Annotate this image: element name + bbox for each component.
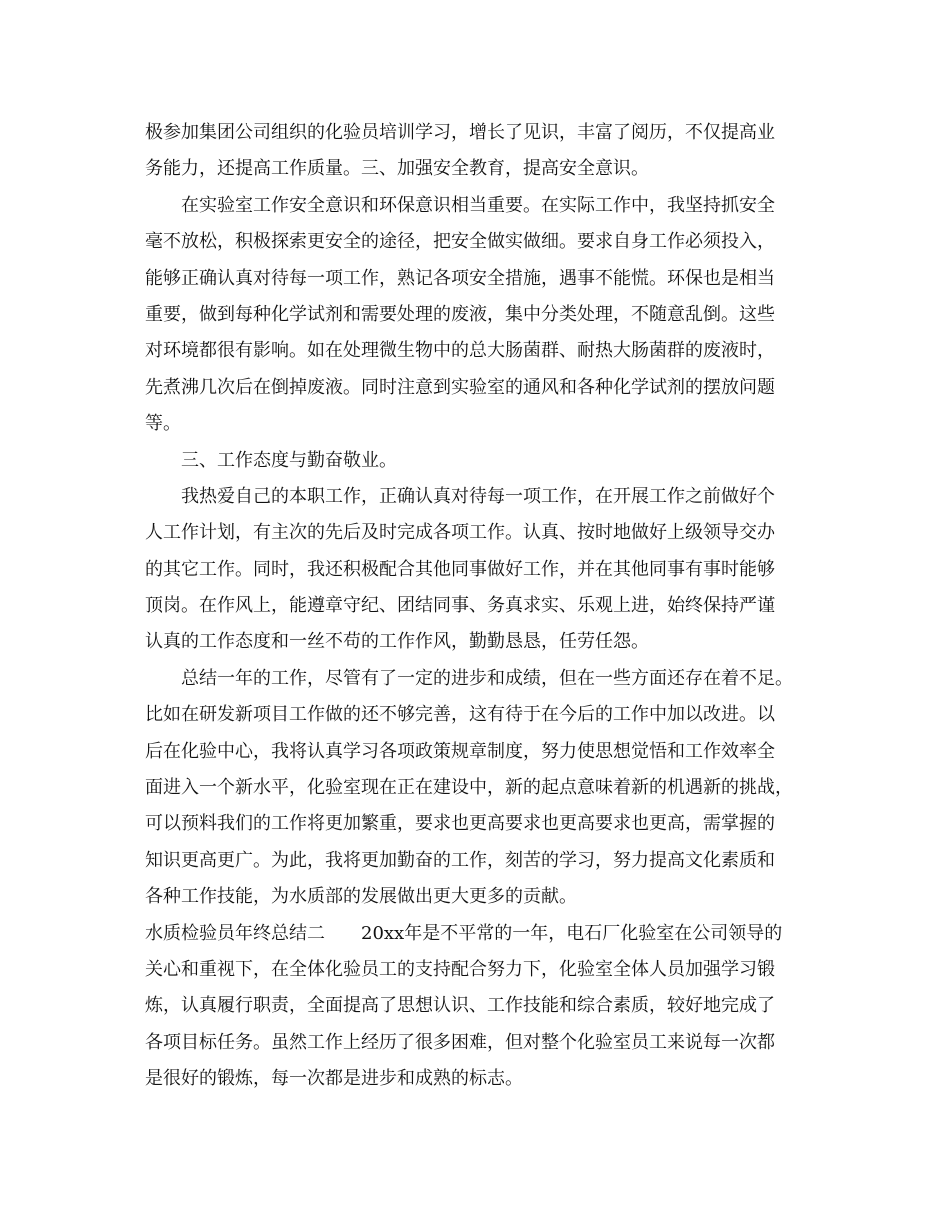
section-heading: 三、工作态度与勤奋敬业。	[145, 449, 397, 471]
text-line: 重要，做到每种化学试剂和需要处理的废液，集中分类处理，不随意乱倒。这些	[145, 303, 775, 325]
text-line: 我热爱自己的本职工作，正确认真对待每一项工作，在开展工作之前做好个	[145, 485, 775, 507]
text-line: 对环境都很有影响。如在处理微生物中的总大肠菌群、耐热大肠菌群的废液时，	[145, 340, 775, 362]
text-line: 面进入一个新水平，化验室现在正在建设中，新的起点意味着新的机遇新的挑战，	[145, 777, 793, 799]
text-line: 水质检验员年终总结二 20xx年是不平常的一年，电石厂化验室在公司领导的	[145, 922, 783, 944]
text-line: 极参加集团公司组织的化验员培训学习，增长了见识，丰富了阅历，不仅提高业	[145, 122, 775, 143]
text-line: 各项目标任务。虽然工作上经历了很多困难，但对整个化验室员工来说每一次都	[145, 1031, 775, 1053]
document-body	[145, 115, 810, 1098]
text-line: 各种工作技能，为水质部的发展做出更大更多的贡献。	[145, 886, 577, 908]
text-line: 总结一年的工作，尽管有了一定的进步和成绩，但在一些方面还存在着不足。	[145, 667, 793, 689]
text-line: 炼，认真履行职责，全面提高了思想认识、工作技能和综合素质，较好地完成了	[145, 995, 775, 1017]
text-line: 可以预料我们的工作将更加繁重，要求也更高要求也更高要求也更高，需掌握的	[145, 813, 775, 835]
text-line: 的其它工作。同时，我还积极配合其他同事做好工作，并在其他同事有事时能够	[145, 558, 775, 580]
text-line: 先煮沸几次后在倒掉废液。同时注意到实验室的通风和各种化学试剂的摆放问题	[145, 376, 775, 398]
text-line: 后在化验中心，我将认真学习各项政策规章制度，努力使思想觉悟和工作效率全	[145, 740, 775, 762]
text-line: 等。	[145, 413, 181, 435]
text-line: 关心和重视下，在全体化验员工的支持配合努力下，化验室全体人员加强学习锻	[145, 958, 775, 980]
text-line: 是很好的锻炼，每一次都是进步和成熟的标志。	[145, 1068, 523, 1090]
text-line: 认真的工作态度和一丝不苟的工作作风，勤勤恳恳，任劳任怨。	[145, 631, 649, 653]
text-line: 比如在研发新项目工作做的还不够完善，这有待于在今后的工作中加以改进。以	[145, 704, 775, 726]
text-line: 知识更高更广。为此，我将更加勤奋的工作，刻苦的学习，努力提高文化素质和	[145, 849, 775, 871]
text-line: 毫不放松，积极探索更安全的途径，把安全做实做细。要求自身工作必须投入，	[145, 231, 775, 253]
text-line: 在实验室工作安全意识和环保意识相当重要。在实际工作中，我坚持抓安全	[145, 194, 775, 216]
text-line: 顶岗。在作风上，能遵章守纪、团结同事、务真求实、乐观上进，始终保持严谨	[145, 595, 775, 617]
text-line: 能够正确认真对待每一项工作，熟记各项安全措施，遇事不能慌。环保也是相当	[145, 267, 775, 289]
text-line: 人工作计划，有主次的先后及时完成各项工作。认真、按时地做好上级领导交办	[145, 522, 775, 544]
text-line: 务能力，还提高工作质量。三、加强安全教育，提高安全意识。	[145, 158, 649, 180]
